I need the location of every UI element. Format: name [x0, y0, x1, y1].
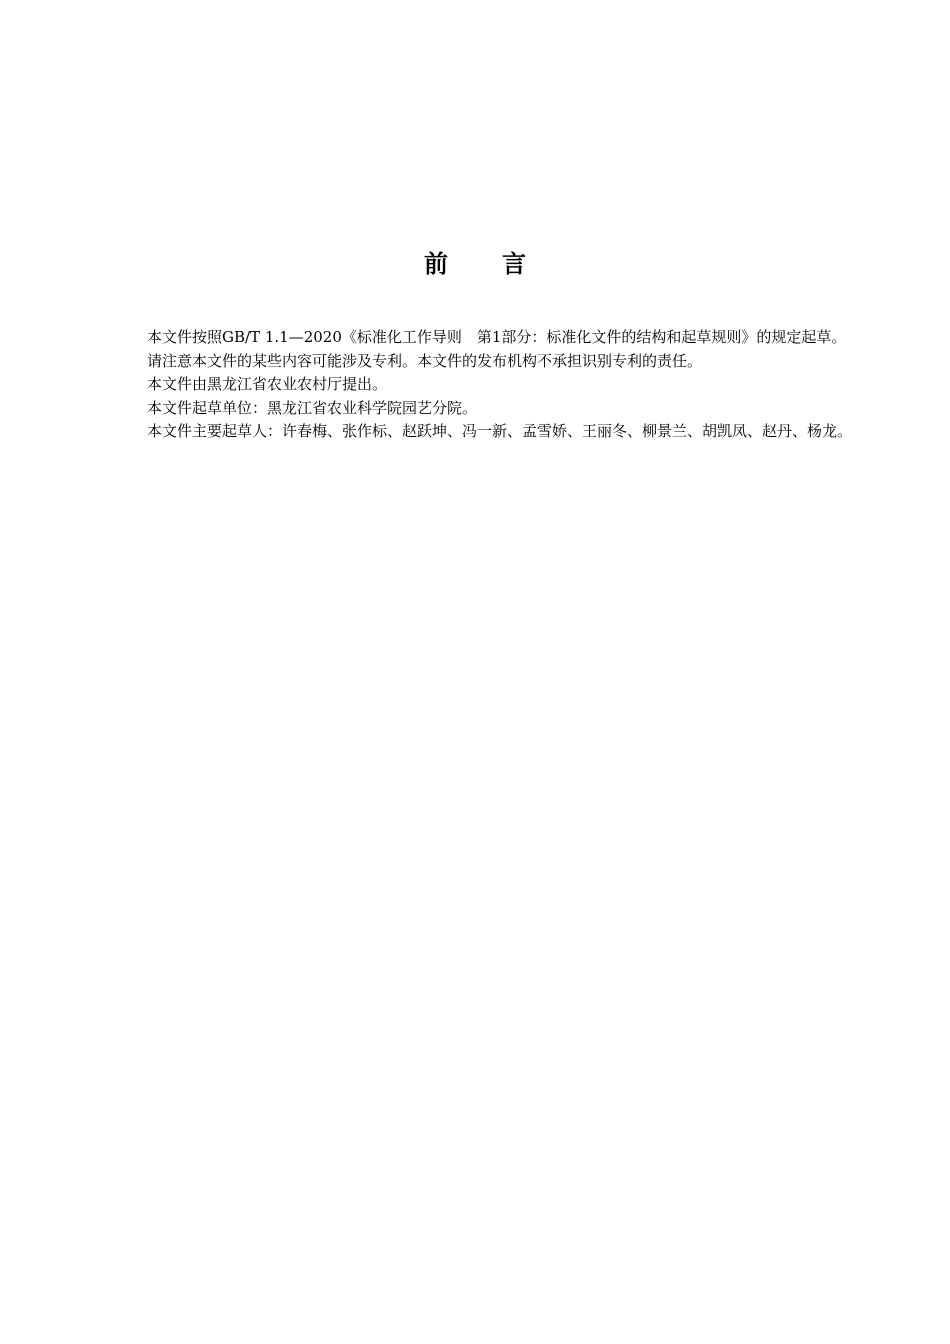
paragraph-drafting-rules: 本文件按照GB/T 1.1—2020《标准化工作导则 第1部分：标准化文件的结构和起草规则》的规定起草。	[147, 328, 847, 346]
paragraph-proposer: 本文件由黑龙江省农业农村厅提出。	[147, 375, 388, 393]
page-title	[0, 247, 950, 281]
foreword-body	[114, 326, 860, 444]
paragraph-drafters: 本文件主要起草人：许春梅、张作标、赵跃坤、冯一新、孟雪娇、王丽冬、柳景兰、胡凯凤、赵丹、杨龙。	[147, 422, 853, 440]
paragraph-patent-notice: 请注意本文件的某些内容可能涉及专利。本文件的发布机构不承担识别专利的责任。	[147, 351, 703, 370]
title-char-1: 前	[424, 250, 448, 278]
paragraph-drafting-unit: 本文件起草单位：黑龙江省农业科学院园艺分院。	[147, 398, 478, 417]
title-char-2: 言	[502, 250, 526, 278]
